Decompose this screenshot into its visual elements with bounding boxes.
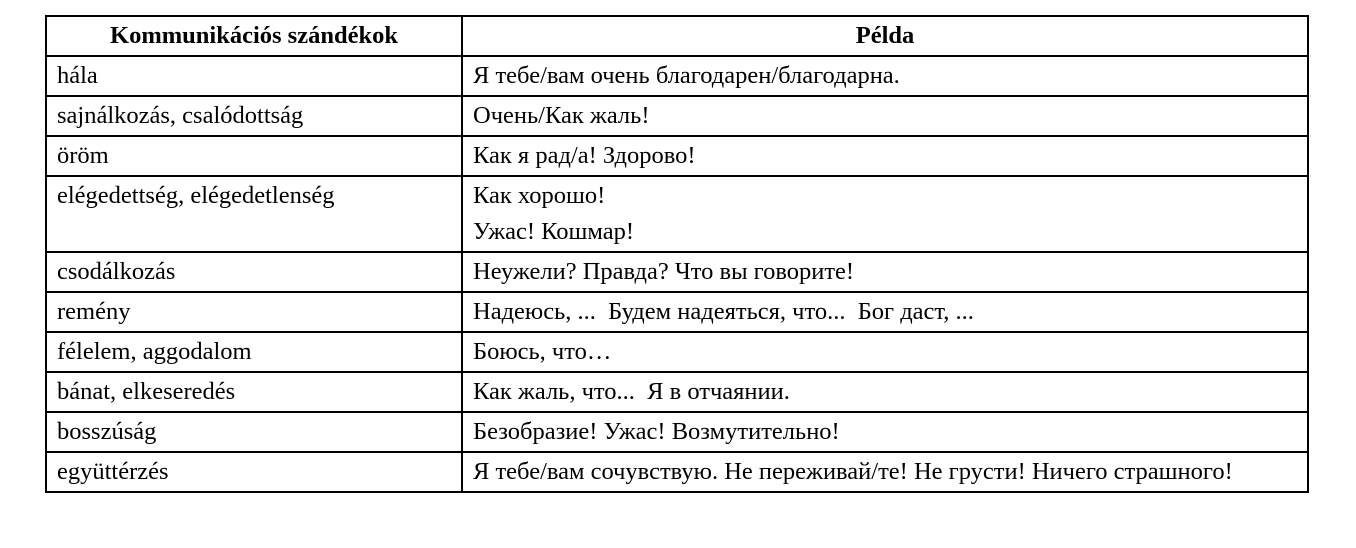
intent-cell: bánat, elkeseredés xyxy=(46,372,462,412)
intent-cell: remény xyxy=(46,292,462,332)
example-cell xyxy=(462,96,1308,136)
table-row xyxy=(46,412,1308,452)
example-text: Как я рад/а! Здорово! xyxy=(473,142,696,169)
example-cell xyxy=(462,136,1308,176)
example-cell xyxy=(462,372,1308,412)
example-text: Как хорошо! xyxy=(473,182,606,209)
intent-cell: bosszúság xyxy=(46,412,462,452)
table-header-row xyxy=(46,16,1308,56)
table-row xyxy=(46,56,1308,96)
intent-cell: sajnálkozás, csalódottság xyxy=(46,96,462,136)
example-text: Неужели? Правда? Что вы говорите! xyxy=(473,258,855,285)
example-cell xyxy=(462,176,1308,252)
column-header-intent: Kommunikációs szándékok xyxy=(46,16,462,56)
example-text: Надеюсь, ... Будем надеяться, что... Бог даст, ... xyxy=(473,298,974,325)
intent-cell: elégedettség, elégedetlenség xyxy=(46,176,462,252)
table-row xyxy=(46,176,1308,252)
table-row xyxy=(46,452,1308,492)
intent-cell: öröm xyxy=(46,136,462,176)
example-text: Я тебе/вам сочувствую. Не переживай/те! Не грусти! Ничего страшного! xyxy=(473,458,1233,485)
example-cell xyxy=(462,292,1308,332)
table-row xyxy=(46,136,1308,176)
example-cell xyxy=(462,56,1308,96)
table-row xyxy=(46,372,1308,412)
example-text: Я тебе/вам очень благодарен/благодарна. xyxy=(473,62,900,89)
intent-cell: hála xyxy=(46,56,462,96)
example-cell xyxy=(462,452,1308,492)
column-header-example: Példa xyxy=(462,16,1308,56)
example-text: Безобразие! Ужас! Возмутительно! xyxy=(473,418,840,445)
example-cell xyxy=(462,412,1308,452)
table-row xyxy=(46,292,1308,332)
communication-intents-table xyxy=(45,15,1309,493)
example-cell xyxy=(462,252,1308,292)
table-row xyxy=(46,252,1308,292)
example-cell xyxy=(462,332,1308,372)
intent-cell: csodálkozás xyxy=(46,252,462,292)
example-text: Ужас! Кошмар! xyxy=(473,218,635,245)
table-row xyxy=(46,332,1308,372)
intent-cell: félelem, aggodalom xyxy=(46,332,462,372)
table-row xyxy=(46,96,1308,136)
example-text: Как жаль, что... Я в отчаянии. xyxy=(473,378,790,405)
intent-cell: együttérzés xyxy=(46,452,462,492)
example-text: Боюсь, что… xyxy=(473,338,612,365)
example-text: Очень/Как жаль! xyxy=(473,102,650,129)
